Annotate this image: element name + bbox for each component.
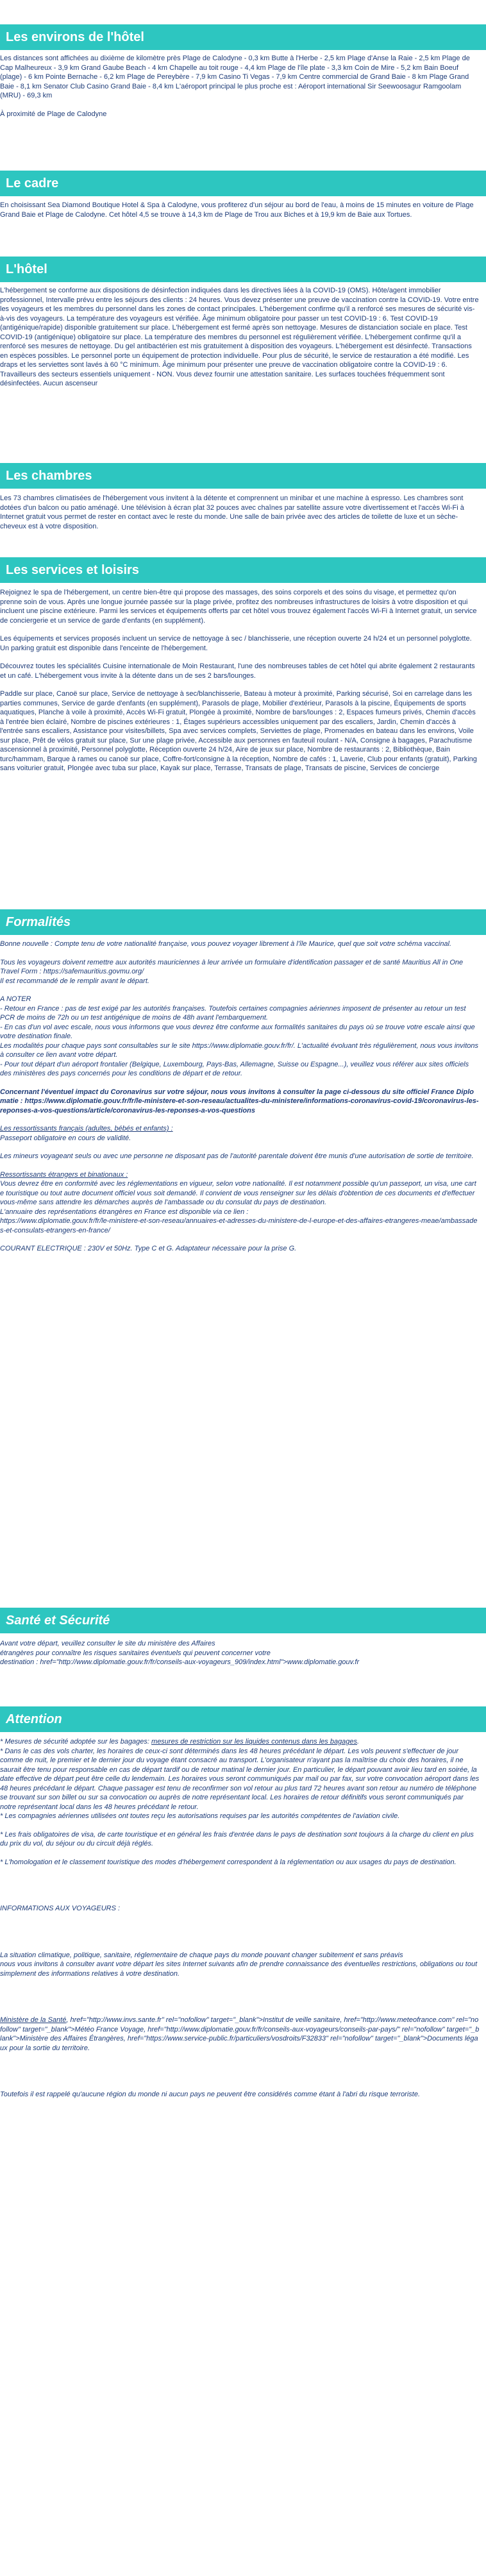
section-title: Formalités	[6, 915, 71, 929]
section-title: Les services et loisirs	[6, 563, 139, 577]
services-equipments-text: Les équipements et services proposés incluent un service de nettoyage à sec / blanchisserie, une réception ouverte 24 h/24 et un personnel polyglotte. Un parking gratuit est disponible dans l'enceinte de l'hébergement.	[0, 635, 472, 652]
environs-distances-text: Les distances sont affichées au dixième de kilomètre près Plage de Calodyne - 0,3 km Butte à l'Herbe - 2,5 km Plage d'Anse la Raie - 2,5 km Plage de Cap Malheureux - 3,9 km Grand Gaube Beach - 4 km Chapelle au toit rouge - 4,4 km Plage de l'île plate - 3,3 km Coin de Mire - 5,2 km Bain Boeuf (plage) - 6 km Pointe Bernache - 6,2 km Plage de Pereybère - 7,9 km Casino Ti Vegas - 7,9 km Centre commercial de Grand Baie - 8 km Plage Grand Baie - 8,1 km Senator Club Casino Grand Baie - 8,4 km L'aéroport principal le plus proche est : Aéroport international Sir Seewoosagur Ramgoolam (MRU) - 69,3 km	[0, 55, 470, 99]
attention-links-rest: , href="http://www.invs.sante.fr" rel="nofollow" target="_blank">Institut de veille sanitaire, href="http://www.meteofrance.com" rel="nofollow" target="_blank">Météo France Voyage, href="http://www.diplomatie.gouv.fr/fr/conseils-aux-voyageurs/conseils-par-pays/" rel="nofollow" target="_blank">Ministère des Affaires Étrangères, href="https://www.service-public.fr/particuliers/vosdroits/F32833" rel="nofollow" target="_blank">Documents légaux pour la sortie du territoire.	[0, 2016, 480, 2052]
section-header-services	[0, 557, 486, 583]
liquids-restriction-link[interactable]: mesures de restriction sur les liquides contenus dans les bagages	[151, 1738, 358, 1746]
attention-links-text	[0, 2016, 480, 2053]
formalites-coronavirus-text: Concernant l'éventuel impact du Coronavirus sur votre séjour, nous vous invitons à consulter la page ci-dessous du site officiel France Diplomatie : https://www.diplomatie.gouv.fr/fr/le-ministere-et-son-reseau/actualites-du-ministere/informations-coronavirus-covid-19/coronavirus-les-reponses-a-vos-questions/article/coronavirus-les-reponses-a-vos-questions	[0, 1088, 479, 1115]
ministere-sante-link[interactable]: Ministère de la Santé	[0, 2016, 67, 2024]
attention-security-pre: * Mesures de sécurité adoptée sur les bagages:	[0, 1738, 152, 1746]
formalites-minors-text: Les mineurs voyageant seuls ou avec une personne ne disposant pas de l'autorité parentale doivent être munis d'une autorisation de sortie de territoire.	[0, 1152, 474, 1160]
section-title: Attention	[6, 1712, 62, 1726]
section-header-sante	[0, 1608, 486, 1633]
attention-terror-text: Toutefois il est rappelé qu'aucune région du monde ni aucun pays ne peuvent être considérés comme étant à l'abri du risque terroriste.	[0, 2091, 421, 2098]
section-header-formalites	[0, 909, 486, 935]
formalites-form-text: Tous les voyageurs doivent remettre aux autorités mauriciennes à leur arrivée un formulaire d'identification passager et de santé Mauritius All in One Travel Form : https://safemauritius.govmu.org/ Il est recommandé de le remplir avant le départ.	[0, 958, 464, 985]
formalites-intro-text: Bonne nouvelle : Compte tenu de votre nationalité française, vous pouvez voyager librement à l'île Maurice, quel que soit votre schéma vaccinal.	[0, 940, 452, 948]
section-body-services	[0, 588, 483, 782]
attention-info-head: INFORMATIONS AUX VOYAGEURS :	[0, 1905, 121, 1912]
section-body-formalites	[0, 939, 483, 1263]
attention-security-post: . * Dans le cas des vols charter, les horaires de ceux-ci sont déterminés dans les 48 heures précédant le départ. Les vols peuvent s'effectuer de jour comme de nuit, le premier et le dernier jour du voyage étant consacré au transport. L'organisateur n'ayant pas la maîtrise du choix des horaires, il ne saurait être tenu pour responsable en cas de départ tardif ou de retour matinal le dernier jour. En particulier, le départ pouvant avoir lieu tard en soirée, la date effective de départ peut être celle du lendemain. Les horaires vous seront communiqués par mail ou par fax, sur votre convocation aéroport dans les 48 heures précédant le départ. Chaque passager est tenu de reconfirmer son vol retour au plus tard 72 heures avant son retour au numéro de téléphone se trouvant sur son billet ou sur sa convocation ou auprès de notre représentant local. Les horaires de retour définitifs vous seront communiqués par notre représentant local dans les 48 heures précédant le retour. * Les compagnies aériennes utilisées ont toutes reçu les autorisations requises par les autorités compétentes de l'aviation civile.	[0, 1738, 480, 1820]
section-header-cadre	[0, 171, 486, 196]
sante-text: Avant votre départ, veuillez consulter le site du ministère des Affaires étrangères pour connaître les risques sanitaires éventuels qui peuvent concerner votre destination : href="http://www.diplomatie.gouv.fr/fr/conseils-aux-voyageurs_909/index.html">www.diplomatie.gouv.fr	[0, 1640, 360, 1666]
formalites-french-body: Passeport obligatoire en cours de validité.	[0, 1134, 131, 1142]
cadre-text: En choisissant Sea Diamond Boutique Hotel & Spa à Calodyne, vous profiterez d'un séjour au bord de l'eau, à moins de 15 minutes en voiture de Plage Grand Baie et Plage de Calodyne. Cet hôtel 4,5 se trouve à 14,3 km de Plage de Trou aux Biches et à 19,9 km de Baie aux Tortues.	[0, 201, 474, 219]
services-spa-text: Rejoignez le spa de l'hébergement, un centre bien-être qui propose des massages, des soins corporels et des soins du visage, et permettez qu'on prenne soin de vous. Après une longue journée passée sur la plage privée, profitez des nombreuses infrastructures de loisirs à votre disposition et qui incluent une piscine extérieure. Parmi les services et équipements offerts par cet hôtel vous trouvez également l'accès Wi-Fi à Internet gratuit, un service de conciergerie et un service de garde d'enfants (en supplément).	[0, 589, 477, 625]
section-header-attention	[0, 1706, 486, 1732]
section-title: Les chambres	[6, 469, 92, 483]
section-body-attention	[0, 1737, 483, 2109]
section-body-environs	[0, 54, 483, 128]
chambres-text: Les 73 chambres climatisées de l'hébergement vous invitent à la détente et comprennent un minibar et une machine à espresso. Les chambres sont dotées d'un balcon ou patio aménagé. Une télévision à écran plat 32 pouces avec chaînes par satellite assure votre divertissement et l'accès Wi-Fi à Internet gratuit vous permet de rester en contact avec le reste du monde. Une salle de bain privée avec des articles de toilette de luxe et un sèche-cheveux est à votre disposition.	[0, 494, 464, 530]
section-header-chambres	[0, 463, 486, 489]
section-title: Santé et Sécurité	[6, 1613, 110, 1628]
environs-proximity-text: À proximité de Plage de Calodyne	[0, 110, 107, 118]
formalites-foreign-body: Vous devrez être en conformité avec les réglementations en vigueur, selon votre nationalité. Il est notamment possible qu'un passeport, un visa, une carte touristique ou tout autre document officiel vous soit demandé. Il convient de vous renseigner sur les délais d'obtention de ces documents et d'effectuer vous-même sans attendre les démarches auprès de l'ambassade ou du consulat du pays de destination. L'annuaire des représentations étrangères en France est disponible via ce lien : https://www.diplomatie.gouv.fr/fr/le-ministere-et-son-reseau/annuaires-et-adresses-du-ministere-de-l-europe-et-des-affaires-etrangeres-meae/ambassades-et-consulats-etrangers-en-france/	[0, 1180, 478, 1234]
section-title: L'hôtel	[6, 262, 47, 276]
section-body-chambres	[0, 494, 483, 540]
services-restaurant-text: Découvrez toutes les spécialités Cuisine internationale de Moin Restaurant, l'une des nombreuses tables de cet hôtel qui abrite également 2 restaurants et un café. L'hébergement vous invite à la détente dans un de ses 2 bars/lounges.	[0, 662, 475, 680]
section-header-environs	[0, 24, 486, 50]
formalites-french-head: Les ressortissants français (adultes, bébés et enfants) :	[0, 1125, 173, 1132]
attention-situation-text: La situation climatique, politique, sanitaire, réglementaire de chaque pays du monde pouvant changer subitement et sans préavis nous vous invitons à consulter avant votre départ les sites Internet suivants afin de prendre connaissance des éventuelles restrictions, obligations ou tout simplement des informations relatives à votre destination.	[0, 1951, 478, 1978]
section-title: Le cadre	[6, 176, 59, 190]
attention-visa-text: * Les frais obligatoires de visa, de carte touristique et en général les frais d'entrée dans le pays de destination sont toujours à la charge du client en plus du prix du vol, du séjour ou du circuit déjà réglés.	[0, 1830, 474, 1848]
section-header-hotel	[0, 257, 486, 282]
attention-homologation-text: * L'homologation et le classement touristique des modes d'hébergement correspondent à la réglementation ou aux usages du pays de destination.	[0, 1858, 457, 1866]
section-body-hotel	[0, 286, 483, 398]
services-list-text: Paddle sur place, Canoë sur place, Service de nettoyage à sec/blanchisserie, Bateau à moteur à proximité, Parking sécurisé, Soi en carrelage dans les parties communes, Service de garde d'enfants (en supplément), Parasols de plage, Mobilier d'extérieur, Parasols à la piscine, Équipements de sports aquatiques, Planche à voile à proximité, Accès Wi-Fi gratuit, Plongée à proximité, Nombre de bars/lounges : 2, Espaces fumeurs privés, Chemin d'accès à l'entrée bien éclairé, Nombre de piscines extérieures : 1, Étages supérieurs accessibles uniquement par des escaliers, Jardin, Chemin d'accès à l'entrée sans escaliers, Assistance pour visites/billets, Spa avec services complets, Serviettes de plage, Promenades en bateau dans les environs, Voile sur place, Prêt de vélos gratuit sur place, Sur une plage privée, Accessible aux personnes en fauteuil roulant - N/A, Consigne à bagages, Parachutisme ascensionnel à proximité, Personnel polyglotte, Réception ouverte 24 h/24, Aire de jeux sur place, Nombre de restaurants : 2, Bibliothèque, Bain turc/hammam, Barque à rames ou canoë sur place, Coffre-fort/consigne à la réception, Nombre de cafés : 1, Laverie, Club pour enfants (gratuit), Parking sans voiturier gratuit, Plongée avec tuba sur place, Kayak sur place, Terrasse, Transats de plage, Transats de piscine, Services de concierge	[0, 690, 477, 772]
section-body-sante	[0, 1639, 483, 1676]
formalites-note-text: A NOTER - Retour en France : pas de test exigé par les autorités françaises. Toutefois certaines compagnies aériennes imposent de présenter au retour un test PCR de moins de 72h ou un test antigénique de moins de 48h avant l'embarquement. - En cas d'un vol avec escale, nous vous informons que vous devrez être conforme aux formalités sanitaires du pays où se trouve votre escale ainsi que votre destination finale. Les modalités pour chaque pays sont consultables sur le site https://www.diplomatie.gouv.fr/fr/. L'actualité évoluant très régulièrement, nous vous invitons à consulter ce lien avant votre départ. - Pour tout départ d'un aéroport frontalier (Belgique, Luxembourg, Pays-Bas, Allemagne, Suisse ou Espagne...), veuillez vous référer aux sites officiels des ministères des pays concernés pour les conditions de départ et de retour.	[0, 995, 479, 1077]
formalites-electric-text: COURANT ELECTRIQUE : 230V et 50Hz. Type C et G. Adaptateur nécessaire pour la prise G.	[0, 1245, 297, 1252]
attention-security-text	[0, 1737, 480, 1821]
formalites-foreign-head: Ressortissants étrangers et binationaux :	[0, 1170, 128, 1179]
section-body-cadre	[0, 201, 483, 228]
section-title: Les environs de l'hôtel	[6, 30, 144, 44]
hotel-covid-text: L'hébergement se conforme aux dispositions de désinfection indiquées dans les directives liées à la COVID-19 (OMS). Hôte/agent immobilier professionnel, Intervalle prévu entre les séjours des clients : 24 heures. Vous devez présenter une preuve de vaccination contre la COVID-19. Votre entre les voyageurs et les membres du personnel dans les zones de contact principales. L'hébergement confirme qu'il a renforcé ses mesures de sécurité vis-à-vis des voyageurs. La température des voyageurs est vérifiée. Âge minimum obligatoire pour passer un test COVID-19 : 6. Test COVID-19 (antigénique/rapide) disponible gratuitement sur place. L'hébergement est fermé après son nettoyage. Mesures de distanciation sociale en place. Test COVID-19 (antigénique) obligatoire sur place. La température des membres du personnel est régulièrement vérifiée. L'hébergement confirme qu'il a renforcé ses mesures de nettoyage. Du gel antibactérien est mis gratuitement à disposition des voyageurs. L'hébergement est désinfecté. Transactions en espèces possibles. Le personnel porte un équipement de protection individuelle. Pour plus de sécurité, le service de restauration a été modifié. Les draps et les serviettes sont lavés à 60 °C minimum. Âge minimum pour présenter une preuve de vaccination obligatoire contre la COVID-19 : 6. Travailleurs des secteurs essentiels uniquement - NON. Vous devez fournir une attestation sanitaire. Les surfaces touchées fréquemment sont désinfectées. Aucun ascenseur	[0, 287, 479, 387]
